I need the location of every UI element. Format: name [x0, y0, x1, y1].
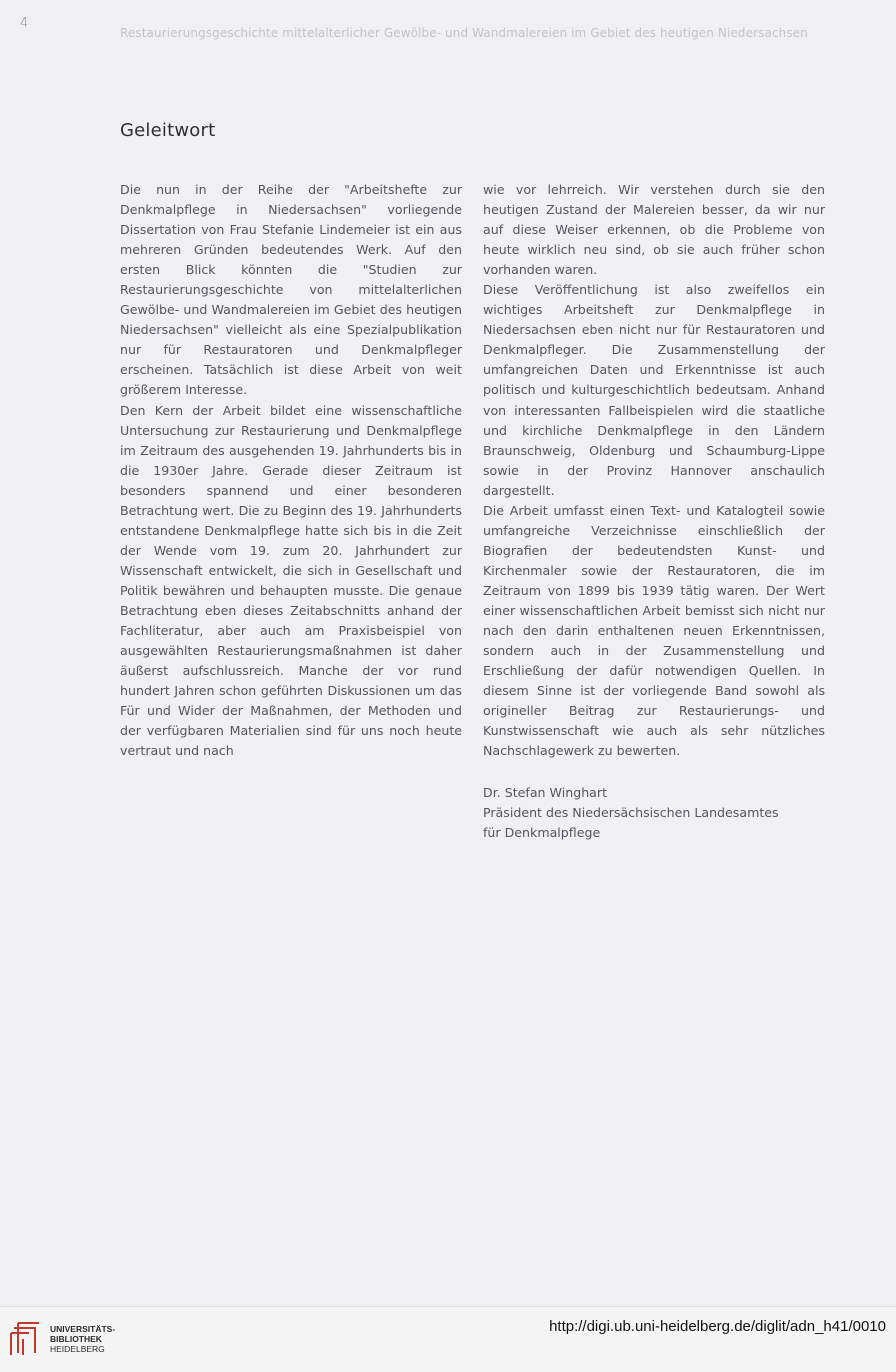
paragraph: Diese Veröffentlichung ist also zweifellos ein wichtiges Arbeitsheft zur Denkmalpflege in Niedersachsen eben nicht nur für Restauratoren und Denkmalpfleger. Die Zusammenstellung der umfangreichen Daten und Erkenntnisse ist auch politisch und kulturgeschichtlich bedeutsam. Anhand von interessanten Fallbeispielen wird die staatliche und kirchliche Denkmalpflege in den Ländern Braunschweig, Oldenburg und Schaumburg-Lippe sowie in der Provinz Hannover anschaulich dargestellt. — [483, 282, 825, 498]
paragraph: Die Arbeit umfasst einen Text- und Katalogteil sowie umfangreiche Verzeichnisse einschließlich der Biografien der bedeutendsten Kunst- und Kirchenmaler sowie der Restauratoren, die im Zeitraum von 1899 bis 1939 tätig waren. Der Wert einer wissenschaftlichen Arbeit bemisst sich nicht nur nach den darin enthaltenen neuen Erkenntnissen, sondern auch in der Zusammenstellung und Erschließung der dafür notwendigen Quellen. In diesem Sinne ist der vorliegende Band sowohl als origineller Beitrag zur Restaurierungs- und Kunstwissenschaft wie auch als sehr nützliches Nachschlagewerk zu bewerten. — [483, 502, 825, 759]
paragraph: Den Kern der Arbeit bildet eine wissenschaftliche Untersuchung zur Restaurierung und Denkmalpflege im Zeitraum des ausgehenden 19. Jahrhunderts bis in die 1930er Jahre. Gerade dieser Zeitraum ist besonders spannend und einer besonderen Betrachtung wert. Die zu Beginn des 19. Jahrhunderts entstandene Denkmalpflege hatte sich bis in die Zeit der Wende vom 19. zum 20. Jahrhundert zur Wissenschaft entwickelt, die sich in Gesellschaft und Politik bewähren und behaupten musste. Die genaue Betrachtung eben dieses Zeitabschnitts anhand der Fachliteratur, aber auch am Praxisbeispiel von ausgewählten Restaurierungsmaßnahmen ist daher äußerst aufschlussreich. Manche der vor rund hundert Jahren schon geführten Diskussionen um das Für und Wider der Maßnahmen, der Methoden und der verfügbaren Materialien sind für uns noch heute vertraut und nach — [120, 402, 462, 759]
signature-role: Präsident des Niedersächsischen Landesamtes — [483, 805, 779, 820]
right-text-column — [483, 180, 825, 761]
signature-block — [483, 783, 779, 843]
ub-heidelberg-logo-icon[interactable] — [9, 1319, 43, 1357]
library-name — [50, 1324, 115, 1354]
page-title: Geleitwort — [120, 120, 216, 141]
source-url[interactable]: http://digi.ub.uni-heidelberg.de/diglit/adn_h41/0010 — [549, 1318, 886, 1335]
paragraph: Die nun in der Reihe der "Arbeitshefte zur Denkmalpflege in Niedersachsen" vorliegende Dissertation von Frau Stefanie Lindemeier ist ein aus mehreren Gründen bedeutendes Werk. Auf den ersten Blick könnten die "Studien zur Restaurierungsgeschichte von mittelalterlichen Gewölbe- und Wandmalereien im Gebiet des heutigen Niedersachsen" vielleicht als eine Spezialpublikation nur für Restauratoren und Denkmalpfleger erscheinen. Tatsächlich ist diese Arbeit von weit größerem Interesse. — [120, 182, 462, 398]
signature-name: Dr. Stefan Winghart — [483, 785, 608, 800]
running-head: Restaurierungsgeschichte mittelalterlicher Gewölbe- und Wandmalereien im Gebiet des heutigen Niedersachsen — [120, 26, 808, 40]
paragraph: wie vor lehrreich. Wir verstehen durch sie den heutigen Zustand der Malereien besser, da wir nur auf diese Weiser erkennen, ob die Probleme von heute wirklich neu sind, ob sie auch früher schon vorhanden waren. — [483, 182, 825, 278]
library-name-line: UNIVERSITÄTS- — [50, 1324, 116, 1334]
page-number: 4 — [20, 16, 29, 31]
signature-role: für Denkmalpflege — [483, 825, 601, 840]
library-name-line: HEIDELBERG — [50, 1344, 105, 1354]
footer-bar — [0, 1306, 896, 1372]
library-name-line: BIBLIOTHEK — [50, 1334, 102, 1344]
left-text-column — [120, 180, 462, 761]
